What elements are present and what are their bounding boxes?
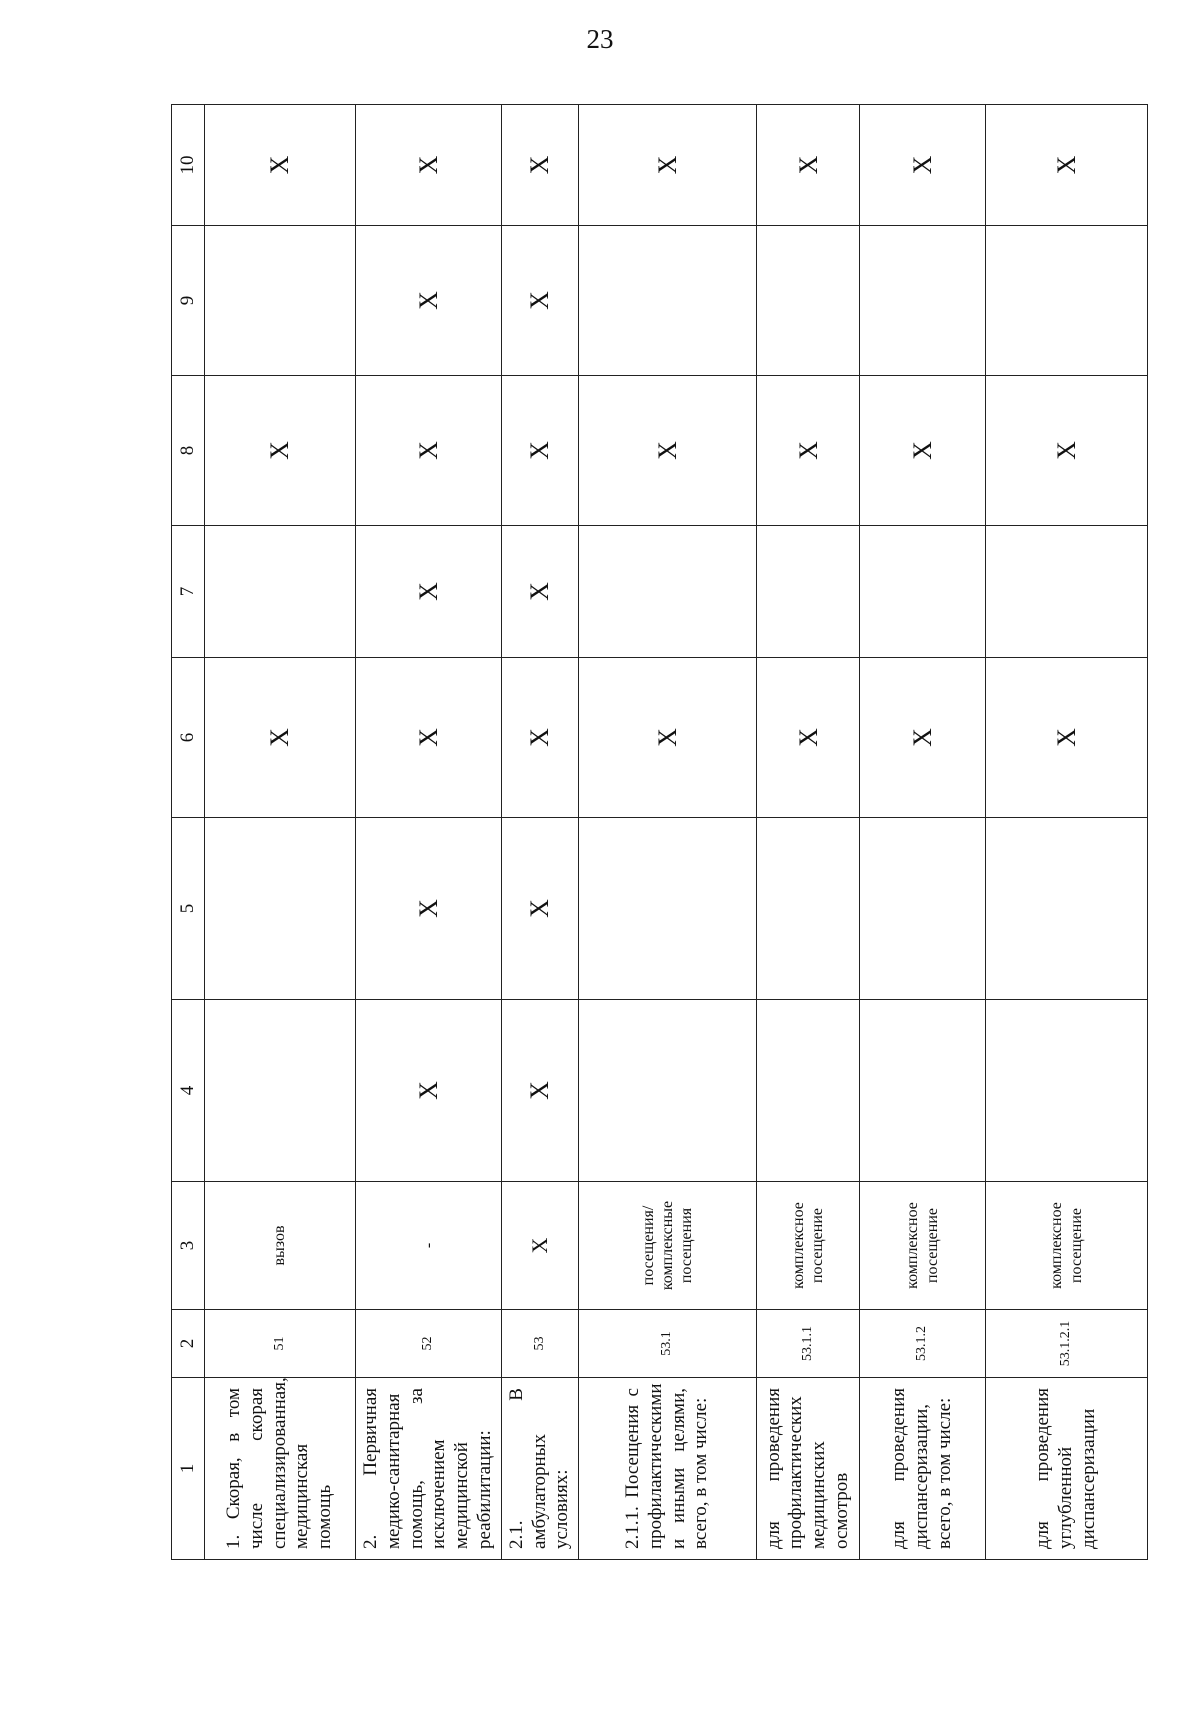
table-cell: X	[356, 376, 502, 526]
table-cell	[205, 818, 356, 1000]
row-name: 1. Скорая, в том числе скорая специализированная, медицинская помощь	[205, 1378, 356, 1560]
row-code: 53.1.1	[757, 1310, 860, 1378]
table-cell: X	[579, 105, 757, 226]
column-header: 4	[172, 1000, 205, 1182]
table-cell	[860, 526, 986, 658]
row-unit: посещения/комплексные посещения	[579, 1182, 757, 1310]
row-unit: комплексное посещение	[986, 1182, 1148, 1310]
row-name: 2.1.1. Посещения с профилактическими и иными целями, всего, в том числе:	[579, 1378, 757, 1560]
table-cell: X	[501, 818, 578, 1000]
table-cell	[986, 1000, 1148, 1182]
row-name: для проведения профилактических медицинских осмотров	[757, 1378, 860, 1560]
table-cell: X	[986, 376, 1148, 526]
table-cell	[860, 226, 986, 376]
table-cell	[860, 818, 986, 1000]
row-code: 51	[205, 1310, 356, 1378]
column-header: 8	[172, 376, 205, 526]
table-cell: X	[860, 376, 986, 526]
table-cell: X	[986, 658, 1148, 818]
table-cell	[757, 226, 860, 376]
table-cell	[205, 526, 356, 658]
table-cell	[205, 1000, 356, 1182]
table-cell: X	[205, 658, 356, 818]
row-name: 2. Первичная медико-санитарная помощь, за исключением медицинской реабилитации:	[356, 1378, 502, 1560]
row-code: 53.1.2.1	[986, 1310, 1148, 1378]
table-cell: X	[579, 658, 757, 818]
table-cell: X	[986, 105, 1148, 226]
table-cell	[757, 526, 860, 658]
column-header: 5	[172, 818, 205, 1000]
table-cell	[579, 226, 757, 376]
column-header: 3	[172, 1182, 205, 1310]
data-table	[171, 104, 1148, 1560]
table-row	[356, 105, 502, 1560]
table-cell: X	[501, 105, 578, 226]
table-row	[205, 105, 356, 1560]
table-row	[757, 105, 860, 1560]
table-cell: X	[356, 1000, 502, 1182]
table-cell	[579, 526, 757, 658]
row-unit: вызов	[205, 1182, 356, 1310]
table-cell	[579, 1000, 757, 1182]
row-code: 53	[501, 1310, 578, 1378]
table-cell	[757, 1000, 860, 1182]
row-code: 52	[356, 1310, 502, 1378]
table-cell: X	[757, 105, 860, 226]
table-cell: X	[860, 658, 986, 818]
table-cell: X	[757, 376, 860, 526]
table-row	[986, 105, 1148, 1560]
table-row	[501, 105, 578, 1560]
row-code: 53.1.2	[860, 1310, 986, 1378]
table-cell	[986, 526, 1148, 658]
table-cell: X	[356, 658, 502, 818]
table-cell: X	[579, 376, 757, 526]
column-header: 2	[172, 1310, 205, 1378]
table-cell: X	[501, 658, 578, 818]
table-cell: X	[356, 526, 502, 658]
row-unit: X	[501, 1182, 578, 1310]
table-cell	[757, 818, 860, 1000]
page-number: 23	[586, 24, 614, 54]
table-cell: X	[356, 818, 502, 1000]
table-cell: X	[860, 105, 986, 226]
row-name: для проведения диспансеризации, всего, в том числе:	[860, 1378, 986, 1560]
table-cell: X	[757, 658, 860, 818]
rotated-table	[171, 105, 1117, 1560]
table-cell	[986, 818, 1148, 1000]
table-cell: X	[501, 526, 578, 658]
row-name: 2.1. В амбулаторных условиях:	[501, 1378, 578, 1560]
table-row	[579, 105, 757, 1560]
table-cell: X	[205, 105, 356, 226]
column-header: 1	[172, 1378, 205, 1560]
table-cell	[860, 1000, 986, 1182]
header-row	[172, 105, 205, 1560]
table-cell: X	[205, 376, 356, 526]
row-unit: комплексное посещение	[860, 1182, 986, 1310]
table-cell: X	[356, 105, 502, 226]
row-code: 53.1	[579, 1310, 757, 1378]
table-cell	[205, 226, 356, 376]
column-header: 6	[172, 658, 205, 818]
row-unit: комплексное посещение	[757, 1182, 860, 1310]
table-cell	[579, 818, 757, 1000]
table-cell: X	[356, 226, 502, 376]
row-name: для проведения углубленной диспансеризации	[986, 1378, 1148, 1560]
table-cell: X	[501, 226, 578, 376]
table-cell: X	[501, 376, 578, 526]
column-header: 7	[172, 526, 205, 658]
table-row	[860, 105, 986, 1560]
column-header: 9	[172, 226, 205, 376]
table-cell: X	[501, 1000, 578, 1182]
table-cell	[986, 226, 1148, 376]
row-unit: -	[356, 1182, 502, 1310]
column-header: 10	[172, 105, 205, 226]
